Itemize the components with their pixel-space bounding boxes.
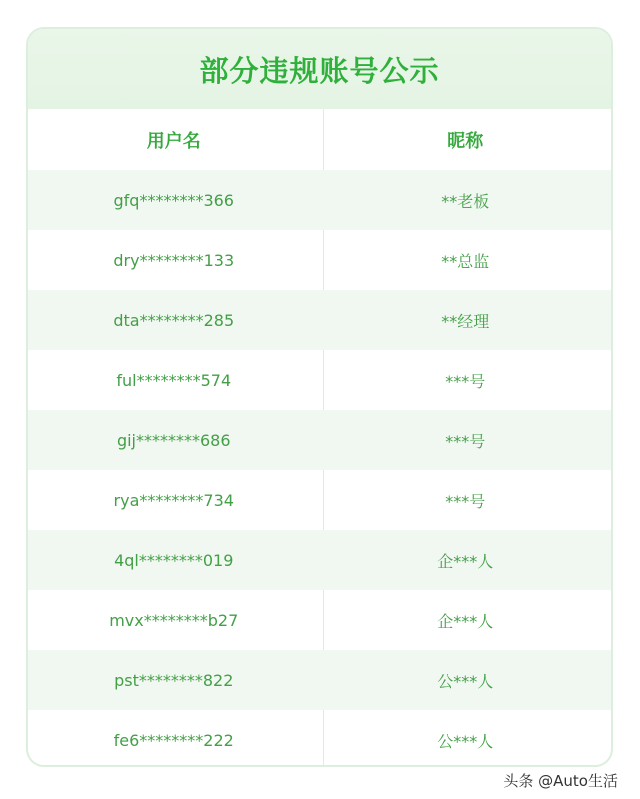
accounts-table xyxy=(28,109,611,767)
nickname-cell: **经理 xyxy=(441,311,490,331)
header-nickname: 昵称 xyxy=(447,130,484,152)
username-cell: ful********574 xyxy=(116,370,232,390)
username-cell: mvx********b27 xyxy=(109,610,239,630)
table-row xyxy=(28,350,611,410)
nickname-cell: 企***人 xyxy=(437,551,494,571)
username-cell: gfq********366 xyxy=(113,190,234,210)
table-row xyxy=(28,230,611,290)
nickname-cell: 公***人 xyxy=(437,731,494,751)
header-username: 用户名 xyxy=(146,130,201,152)
nickname-cell: 企***人 xyxy=(437,611,494,631)
username-cell: 4ql********019 xyxy=(114,550,234,570)
title-bar xyxy=(28,29,611,109)
nickname-cell: **总监 xyxy=(441,251,490,271)
username-cell: dta********285 xyxy=(113,310,235,330)
username-cell: gij********686 xyxy=(116,430,231,450)
table-row xyxy=(28,170,611,230)
watermark: 头条 @Auto生活 xyxy=(503,772,618,790)
table-row xyxy=(28,410,611,470)
username-cell: fe6********222 xyxy=(113,730,234,750)
table-row xyxy=(28,530,611,590)
nickname-cell: ***号 xyxy=(445,371,486,391)
table-row xyxy=(28,470,611,530)
table-row xyxy=(28,710,611,767)
page-title: 部分违规账号公示 xyxy=(199,53,440,88)
username-cell: dry********133 xyxy=(113,250,235,270)
violation-notice-card xyxy=(26,27,613,767)
username-cell: rya********734 xyxy=(113,490,234,510)
nickname-cell: 公***人 xyxy=(437,671,494,691)
table-header-row xyxy=(28,109,611,170)
table-row xyxy=(28,290,611,350)
nickname-cell: ***号 xyxy=(445,491,486,511)
nickname-cell: ***号 xyxy=(445,431,486,451)
username-cell: pst********822 xyxy=(114,670,234,690)
table-row xyxy=(28,590,611,650)
table-row xyxy=(28,650,611,710)
nickname-cell: **老板 xyxy=(441,191,490,211)
